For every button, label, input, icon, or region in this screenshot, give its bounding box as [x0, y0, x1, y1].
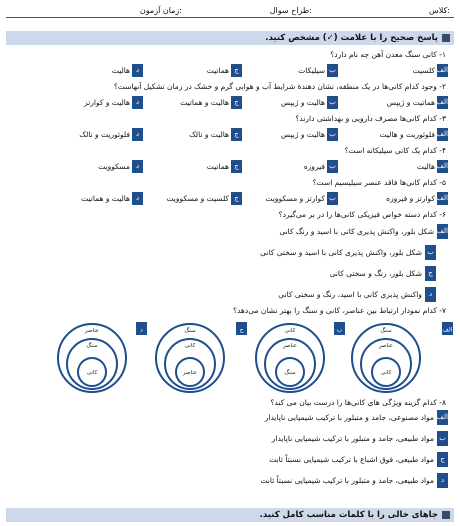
option-letter-box: الف: [437, 410, 448, 425]
q7-diagram-d[interactable]: [56, 322, 148, 394]
option-letter-box: د: [132, 128, 143, 141]
option-text: هالیت و کوارتز: [84, 98, 130, 107]
designer-label: طراح سوال:: [269, 6, 312, 15]
option-text: مواد طبیعی، جامد و متبلور با ترکیب شیمیایی نسبتاً ثابت: [260, 476, 434, 485]
question-5: ۵- کدام کانی‌ها فاقد عنصر سیلیسیم است؟: [312, 178, 446, 187]
option-letter-box: ج: [231, 128, 242, 141]
option-text: سیلیکات: [298, 66, 325, 75]
q8-option-d[interactable]: [148, 473, 448, 488]
q7-diagram-a[interactable]: [348, 322, 454, 394]
outer-ring-label: سنگ: [184, 328, 196, 334]
q5-option-d[interactable]: [53, 192, 143, 205]
option-letter-box: ج: [231, 64, 242, 77]
option-text: مواد طبیعی، فوق اشباع با ترکیب شیمیایی نسبتاً ثابت: [269, 455, 434, 464]
option-letter-box: ج: [425, 266, 436, 281]
option-letter-box: الف: [437, 192, 448, 205]
section-tick-icon: [442, 34, 450, 42]
option-text: مسکوویت: [98, 162, 130, 171]
q3-option-b[interactable]: [248, 128, 338, 141]
option-letter-box: د: [132, 160, 143, 173]
option-letter-box: ج: [231, 160, 242, 173]
concentric-circles-a: [348, 322, 454, 394]
question-7: ۷- کدام نمودار ارتباط بین عناصر، کانی و سنگ را بهتر نشان می‌دهد؟: [233, 306, 446, 315]
option-letter-box: د: [132, 64, 143, 77]
q6-option-a[interactable]: [148, 224, 448, 239]
section-band-2: [6, 508, 454, 522]
q3-option-a[interactable]: [358, 128, 448, 141]
q8-option-c[interactable]: [148, 452, 448, 467]
option-text: هماتیت: [206, 66, 229, 75]
inner-ring-label: عناصر: [182, 370, 198, 376]
q4-option-c[interactable]: [152, 160, 242, 173]
middle-ring-label: عناصر: [282, 343, 298, 349]
q1-option-d[interactable]: [53, 64, 143, 77]
outer-ring-label: کانی: [284, 328, 296, 334]
option-text: شکل بلور، رنگ و سختی کانی: [329, 269, 422, 278]
outer-ring-label: سنگ: [380, 328, 392, 334]
section-title: پاسخ صحیح را با علامت (✓) مشخص کنید.: [265, 33, 438, 43]
option-letter-box: د: [425, 287, 436, 302]
option-text: مواد طبیعی، جامد و متبلور با ترکیب شیمیایی ناپایدار: [271, 434, 434, 443]
q1-option-c[interactable]: [152, 64, 242, 77]
diagram-letter: ج: [239, 326, 244, 334]
q3-option-d[interactable]: [53, 128, 143, 141]
option-text: فلوئوریت و هالیت: [379, 130, 435, 139]
option-letter-box: ج: [231, 192, 242, 205]
middle-ring-label: عناصر: [378, 343, 394, 349]
q8-option-a[interactable]: [148, 410, 448, 425]
question-3: ۳- کدام کانی‌ها مصرف دارویی و بهداشتی دارند؟: [295, 114, 446, 123]
option-text: هالیت و ژیپس: [280, 98, 325, 107]
option-text: مواد مصنوعی، جامد و متبلور با ترکیب شیمیایی ناپایدار: [264, 413, 434, 422]
q5-option-b[interactable]: [248, 192, 338, 205]
option-letter-box: د: [132, 96, 143, 109]
q2-option-d[interactable]: [53, 96, 143, 109]
option-text: کلسیت: [412, 66, 435, 75]
option-text: کوارتز و مسکوویت: [265, 194, 325, 203]
option-letter-box: ب: [425, 245, 436, 260]
option-text: واکنش پذیری کانی با اسید، رنگ و سختی کانی: [278, 290, 422, 299]
option-text: کوارتز و فیروزه: [386, 194, 435, 203]
question-2: ۲- وجود کدام کانی‌ها در یک منطقه، نشان دهندهٔ شرایط آب و هوایی گرم و خشک در زمان تشکیل آنهاست؟: [113, 82, 446, 91]
option-letter-box: الف: [437, 160, 448, 173]
q5-option-c[interactable]: [152, 192, 242, 205]
concentric-circles-b: [254, 322, 346, 394]
option-letter-box: ب: [327, 96, 338, 109]
option-text: هماتیت: [206, 162, 229, 171]
concentric-circles-d: [56, 322, 148, 394]
q3-option-c[interactable]: [152, 128, 242, 141]
inner-ring-label: کانی: [86, 370, 98, 376]
q1-option-a[interactable]: [358, 64, 448, 77]
option-text: هماتیت و ژیپس: [386, 98, 435, 107]
question-6: ۶- کدام دسته خواص فیزیکی کانی‌ها را در بر می‌گیرد؟: [278, 210, 446, 219]
header-divider: [6, 17, 454, 18]
option-text: هالیت و هماتیت: [81, 194, 130, 203]
q8-option-b[interactable]: [148, 431, 448, 446]
q5-option-a[interactable]: [358, 192, 448, 205]
option-letter-box: ب: [327, 160, 338, 173]
class-label: کلاس:: [428, 6, 450, 15]
option-letter-box: د: [132, 192, 143, 205]
option-letter-box: الف: [437, 96, 448, 109]
option-text: هالیت و ژیپس: [280, 130, 325, 139]
section-title: جاهای خالی را با کلمات مناسب کامل کنید.: [259, 510, 438, 520]
time-label: زمان آزمون:: [139, 6, 182, 15]
q2-option-a[interactable]: [358, 96, 448, 109]
question-4: ۴- کدام یک کانی سیلیکاته است؟: [344, 146, 446, 155]
middle-ring-label: کانی: [184, 343, 196, 349]
option-letter-box: د: [437, 473, 448, 488]
option-letter-box: الف: [437, 64, 448, 77]
q4-option-d[interactable]: [53, 160, 143, 173]
option-letter-box: ج: [437, 452, 448, 467]
option-text: هالیت: [416, 162, 435, 171]
q6-option-c[interactable]: [136, 266, 436, 281]
option-text: فلوئوریت و تالک: [79, 130, 130, 139]
inner-ring-label: سنگ: [284, 370, 296, 376]
section-tick-icon: [442, 511, 450, 519]
inner-ring-label: کانی: [380, 370, 392, 376]
q2-option-b[interactable]: [248, 96, 338, 109]
q6-option-d[interactable]: [136, 287, 436, 302]
q4-option-a[interactable]: [358, 160, 448, 173]
option-letter-box: ب: [327, 64, 338, 77]
outer-ring-label: عناصر: [84, 328, 100, 334]
option-letter-box: ب: [327, 128, 338, 141]
option-text: کلسیت و مسکوویت: [166, 194, 229, 203]
option-text: فیروزه: [303, 162, 325, 171]
option-text: شکل بلور، واکنش پذیری کانی با اسید و سختی کانی: [260, 248, 422, 257]
option-letter-box: ب: [327, 192, 338, 205]
option-text: هالیت و تالک: [189, 130, 229, 139]
section-band-1: [6, 31, 454, 45]
option-letter-box: ب: [437, 431, 448, 446]
q7-diagram-c[interactable]: [154, 322, 250, 394]
question-1: ۱- کانی سنگ معدن آهن چه نام دارد؟: [330, 50, 446, 59]
q2-option-c[interactable]: [152, 96, 242, 109]
option-letter-box: الف: [437, 128, 448, 141]
q6-option-b[interactable]: [136, 245, 436, 260]
concentric-circles-c: [154, 322, 250, 394]
option-text: هالیت و هماتیت: [180, 98, 229, 107]
option-text: شکل بلور، واکنش پذیری کانی با اسید و رنگ کانی: [279, 227, 434, 236]
diagram-letter: ب: [336, 326, 343, 334]
diagram-letter: د: [140, 326, 143, 334]
option-letter-box: الف: [437, 224, 448, 239]
question-8: ۸- کدام گزینه ویژگی های کانی‌ها را درست بیان می کند؟: [270, 398, 446, 407]
q7-diagram-b[interactable]: [254, 322, 346, 394]
q1-option-b[interactable]: [248, 64, 338, 77]
q4-option-b[interactable]: [248, 160, 338, 173]
diagram-letter: الف: [442, 326, 453, 334]
option-text: هالیت: [111, 66, 130, 75]
middle-ring-label: سنگ: [86, 343, 98, 349]
option-letter-box: ج: [231, 96, 242, 109]
